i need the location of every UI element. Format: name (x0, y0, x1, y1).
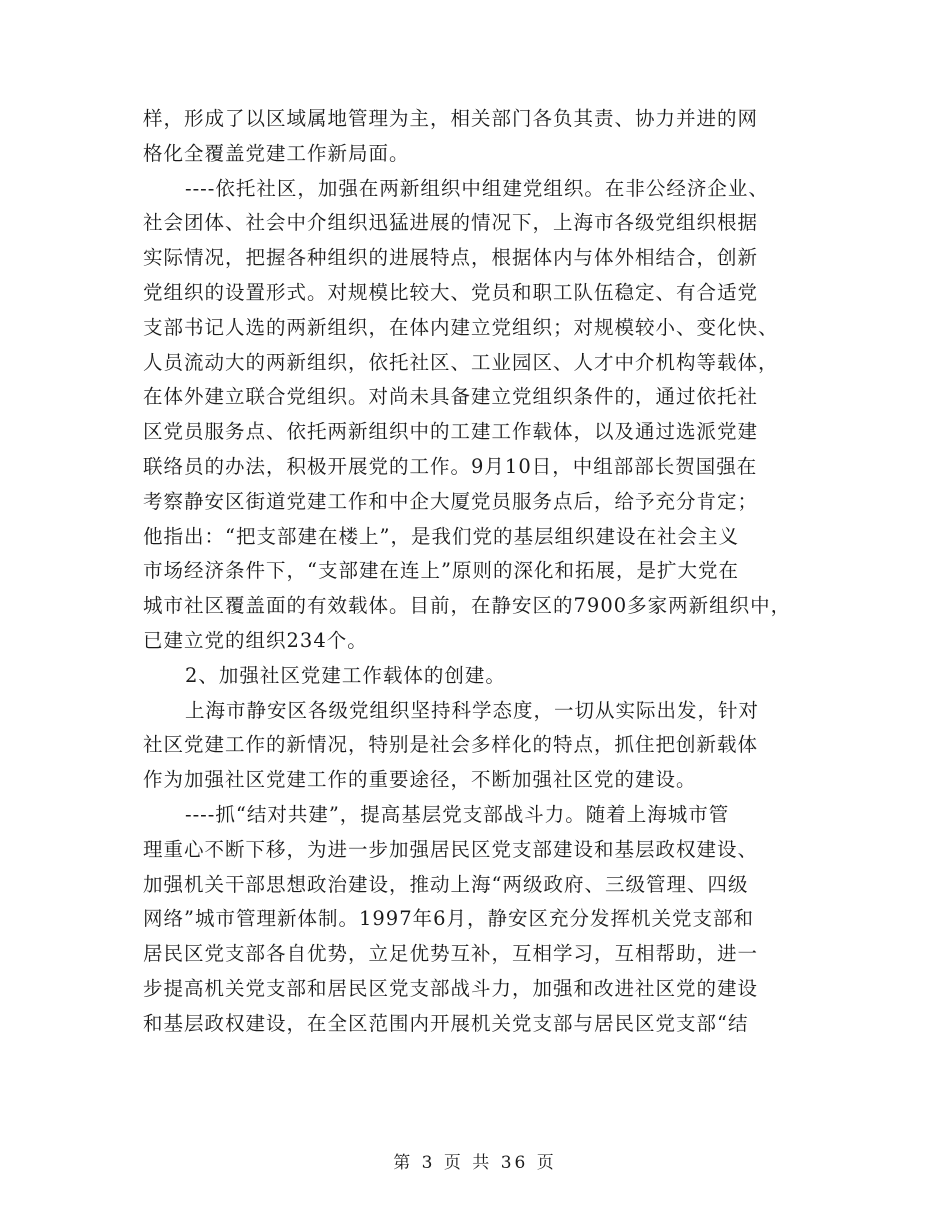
text-line: 实际情况，把握各种组织的进展特点，根据体内与体外相结合，创新 (143, 246, 759, 270)
text-line: 社区党建工作的新情况，特别是社会多样化的特点，抓住把创新载体 (143, 733, 759, 757)
text-line: 网络”城市管理新体制。1997年6月，静安区充分发挥机关党支部和 (143, 907, 755, 931)
page-number-footer: 第 3 页 共 36 页 (393, 1153, 557, 1173)
text-line: 2、加强社区党建工作载体的创建。 (185, 663, 506, 687)
document-body (143, 102, 823, 1042)
text-line: 支部书记人选的两新组织，在体内建立党组织；对规模较小、变化快、 (143, 315, 779, 339)
text-line: 党组织的设置形式。对规模比较大、党员和职工队伍稳定、有合适党 (143, 280, 759, 304)
text-line: 区党员服务点、依托两新组织中的工建工作载体，以及通过选派党建 (143, 420, 759, 444)
text-line: 作为加强社区党建工作的重要途径，不断加强社区党的建设。 (143, 768, 697, 792)
text-line: 步提高机关党支部和居民区党支部战斗力，加强和改进社区党的建设 (143, 976, 759, 1000)
text-line: 样，形成了以区域属地管理为主，相关部门各负其责、协力并进的网 (143, 107, 759, 130)
text-line: ----抓“结对共建”，提高基层党支部战斗力。随着上海城市管 (185, 802, 730, 826)
text-line: 联络员的办法，积极开展党的工作。9月10日，中组部部长贺国强在 (143, 454, 758, 478)
text-line: 人员流动大的两新组织，依托社区、工业园区、人才中介机构等载体， (143, 350, 779, 374)
text-line: 和基层政权建设，在全区范围内开展机关党支部与居民区党支部“结 (143, 1011, 749, 1035)
text-line: 上海市静安区各级党组织坚持科学态度，一切从实际出发，针对 (185, 698, 760, 722)
text-line: 他指出：“把支部建在楼上”，是我们党的基层组织建设在社会主义 (143, 524, 739, 548)
text-line: 市场经济条件下，“支部建在连上”原则的深化和拓展，是扩大党在 (143, 559, 739, 583)
text-line: ----依托社区，加强在两新组织中组建党组织。在非公经济企业、 (185, 176, 769, 200)
text-line: 加强机关干部思想政治建设，推动上海“两级政府、三级管理、四级 (143, 872, 749, 896)
text-line: 社会团体、社会中介组织迅猛进展的情况下，上海市各级党组织根据 (143, 211, 759, 235)
text-line: 已建立党的组织234个。 (143, 628, 368, 652)
text-line: 在体外建立联合党组织。对尚未具备建立党组织条件的，通过依托社 (143, 385, 759, 409)
text-line: 格化全覆盖党建工作新局面。 (143, 141, 410, 165)
text-line: 城市社区覆盖面的有效载体。目前，在静安区的7900多家两新组织中， (143, 594, 792, 618)
text-line: 考察静安区街道党建工作和中企大厦党员服务点后，给予充分肯定； (143, 489, 759, 513)
text-line: 理重心不断下移，为进一步加强居民区党支部建设和基层政权建设、 (143, 837, 759, 861)
text-line: 居民区党支部各自优势，立足优势互补，互相学习，互相帮助，进一 (143, 942, 759, 966)
